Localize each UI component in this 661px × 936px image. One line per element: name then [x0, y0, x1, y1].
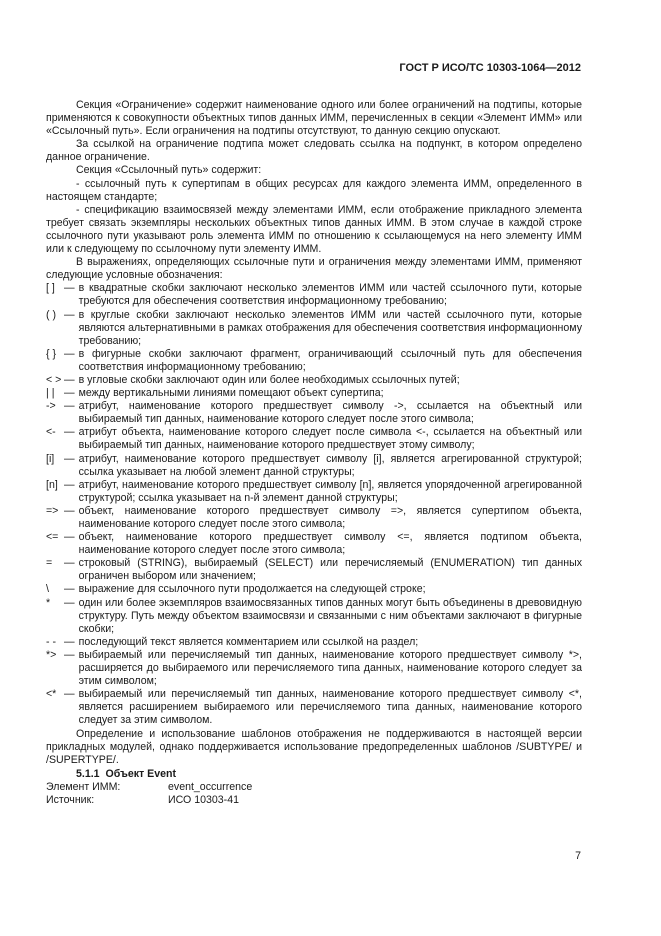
page-header-title: ГОСТ Р ИСО/ТС 10303-1064—2012 [399, 62, 581, 74]
notation-definition [46, 348, 582, 374]
notation-description: выражение для ссылочного пути продолжается на следующей строке; [78, 583, 426, 596]
section-heading [46, 768, 582, 781]
info-value: ИСО 10303-41 [168, 793, 239, 806]
em-dash: — [64, 373, 75, 386]
notation-definition [46, 649, 582, 688]
notation-symbol: <= [46, 531, 59, 544]
notation-definition [46, 479, 582, 505]
notation-symbol: [n] [46, 478, 58, 491]
notation-definition [46, 597, 582, 636]
page-number: 7 [575, 850, 581, 862]
notation-symbol: -> [46, 400, 56, 413]
em-dash: — [64, 426, 75, 439]
notation-description: в квадратные скобки заключают несколько элементов ИММ или частей ссылочного пути, которые требуются для обеспечения соответствия информационному требованию; [78, 282, 582, 308]
em-dash: — [64, 596, 75, 609]
info-row-source [46, 794, 582, 807]
notation-symbol: ( ) [46, 308, 56, 321]
notation-definition [46, 688, 582, 727]
notation-definition [46, 453, 582, 479]
em-dash: — [64, 478, 75, 491]
notation-definition [46, 557, 582, 583]
em-dash: — [64, 635, 75, 648]
em-dash: — [64, 347, 75, 360]
info-label: Источник: [46, 793, 95, 806]
notation-description: в угловые скобки заключают один или более необходимых ссылочных путей; [78, 373, 460, 386]
notation-definition [46, 400, 582, 426]
notation-description: в фигурные скобки заключают фрагмент, ограничивающий ссылочный путь для обеспечения соответствия информационному требованию; [78, 347, 582, 373]
paragraph-templates: Определение и использование шаблонов отображения не поддерживаются в настоящей версии прикладных модулей, однако поддерживается использование предопределенных шаблонов /SUBTYPE/ и /SUPERTYPE/. [46, 727, 582, 766]
em-dash: — [64, 282, 75, 295]
notation-description: атрибут, наименование которого предшествует символу [n], является упорядоченной агрегированной структурой; ссылка указывает на n-й элемент данной структуры; [78, 478, 582, 504]
em-dash: — [64, 583, 75, 596]
notation-definition [46, 636, 582, 649]
paragraph-reference-path: Секция «Ссылочный путь» содержит: [76, 164, 262, 177]
notation-definition [46, 387, 582, 400]
notation-definition [46, 426, 582, 452]
notation-description: строковый (STRING), выбираемый (SELECT) или перечисляемый (ENUMERATION) тип данных ограничен выбором или значением; [78, 557, 582, 583]
notation-symbol: [ ] [46, 282, 55, 295]
notation-definition [46, 531, 582, 557]
notation-symbol: - - [46, 635, 56, 648]
em-dash: — [64, 688, 75, 701]
notation-definition [46, 309, 582, 348]
notation-symbol: <- [46, 426, 56, 439]
paragraph-notation-intro: В выражениях, определяющих ссылочные пути и ограничения между элементами ИММ, применяют следующие условные обозначения: [46, 256, 582, 282]
notation-symbol: * [46, 596, 51, 609]
section-number: 5.1.1 [76, 767, 100, 780]
em-dash: — [64, 452, 75, 465]
notation-description: один или более экземпляров взаимосвязанных типов данных могут быть объединены в древовидную структуру. Путь между объектом взаимосвязи и связанными с ним объектами заключают в фигурные скобки; [78, 596, 582, 635]
notation-description: объект, наименование которого предшествует символу =>, является супертипом объекта, наименование которого следует после этого символа; [78, 504, 582, 530]
paragraph-subtype-ref: За ссылкой на ограничение подтипа может следовать ссылка на подпункт, в котором определено данное ограничение. [46, 138, 582, 164]
notation-description: объект, наименование которого предшествует символу <=, является подтипом объекта, наименование которого следует после этого символа; [78, 531, 582, 557]
notation-definitions-list [46, 282, 582, 727]
notation-description: выбираемый или перечисляемый тип данных, наименование которого предшествует символу *>, расширяется до выбираемого или перечисляемого типа данных, наименование которого следует за этим символом; [78, 648, 582, 688]
notation-symbol: { } [46, 347, 57, 360]
notation-definition [46, 374, 582, 387]
notation-description: выбираемый или перечисляемый тип данных, наименование которого предшествует символу <*, является расширением выбираемого или перечисляемого типа данных, наименование которого следует за этим символом. [78, 688, 582, 727]
notation-description: последующий текст является комментарием или ссылкой на раздел; [78, 635, 419, 648]
notation-symbol: < > [46, 373, 62, 386]
notation-symbol: | | [46, 387, 55, 400]
em-dash: — [64, 648, 75, 661]
section-title: Объект Event [105, 767, 176, 780]
info-row-arm-element [46, 781, 582, 794]
notation-symbol: *> [46, 648, 57, 661]
em-dash: — [64, 504, 75, 517]
em-dash: — [64, 557, 75, 570]
notation-description: в круглые скобки заключают несколько элементов ИММ или частей ссылочного пути, которые являются альтернативными в рамках отображения для обеспечения соответствия информационному требованию; [78, 308, 582, 347]
notation-definition [46, 282, 582, 308]
notation-symbol: => [46, 504, 59, 517]
notation-symbol: <* [46, 688, 57, 701]
notation-description: атрибут, наименование которого предшествует символу ->, ссылается на объектный или выбираемый тип данных, наименование которого следует после этого символа; [78, 400, 582, 426]
notation-definition [46, 583, 582, 596]
list-item-supertype-path: - ссылочный путь к супертипам в общих ресурсах для каждого элемента ИММ, определенного в настоящем стандарте; [46, 177, 582, 203]
notation-definition [46, 505, 582, 531]
notation-symbol: [i] [46, 452, 55, 465]
notation-description: между вертикальными линиями помещают объект супертипа; [78, 387, 384, 400]
em-dash: — [64, 531, 75, 544]
em-dash: — [64, 400, 75, 413]
notation-symbol: = [46, 557, 53, 570]
list-item-relationship-spec: - спецификацию взаимосвязей между элементами ИММ, если отображение прикладного элемента требует связать экземпляры нескольких объектных типов данных ИММ. В этом случае в каждой строке ссылочного пути указывают роль элемента ИММ по отношению к ссылающемуся на него элементу ИММ или к следующему по ссылочному пути элементу ИММ. [46, 203, 582, 256]
info-label: Элемент ИММ: [46, 780, 121, 793]
info-value: event_occurrence [168, 780, 253, 793]
notation-description: атрибут объекта, наименование которого следует после символа <-, ссылается на объектный или выбираемый тип данных, наименование которого предшествует этому символу; [78, 426, 582, 452]
document-body [46, 99, 582, 807]
em-dash: — [64, 308, 75, 321]
notation-symbol: \ [46, 583, 49, 596]
paragraph-restriction: Секция «Ограничение» содержит наименование одного или более ограничений на подтипы, которые применяются к совокупности объектных типов данных ИММ, перечисленных в секции «Элемент ИММ» или «Ссылочный путь». Если ограничения на подтипы отсутствуют, то данную секцию опускают. [46, 99, 582, 138]
em-dash: — [64, 387, 75, 400]
notation-description: атрибут, наименование которого предшествует символу [i], является агрегированной структурой; ссылка указывает на любой элемент данной структуры; [78, 452, 582, 478]
